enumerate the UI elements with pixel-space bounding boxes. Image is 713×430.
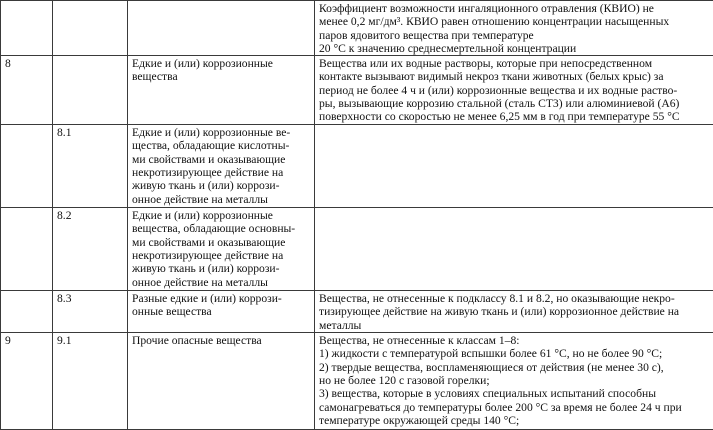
class-cell	[1, 208, 53, 291]
class-cell	[1, 291, 53, 333]
name-line: щества, обладающие кислотны-	[132, 139, 310, 152]
table-row	[1, 1, 713, 56]
description-line: контакте вызывают видимый некроз ткани животных (белых крыс) за	[319, 70, 709, 83]
name-line: некротизирующее действие на	[132, 166, 310, 179]
subclass-cell: 8.2	[53, 208, 128, 291]
name-line: некротизирующее действие на	[132, 249, 310, 262]
description-line: Вещества, не отнесенные к подклассу 8.1 и 8.2, но оказывающие некро-	[319, 292, 709, 305]
name-line: Разные едкие и (или) коррози-	[132, 292, 310, 305]
subclass-cell	[53, 1, 128, 56]
table-row	[1, 291, 713, 333]
class-cell	[1, 125, 53, 208]
description-line: ры, вызывающие коррозию стальной (сталь СТ3) или алюминиевой (А6)	[319, 97, 709, 110]
name-line: онные вещества	[132, 305, 310, 318]
name-line: Едкие и (или) коррозионные	[132, 209, 310, 222]
name-line: вещества	[132, 70, 310, 83]
description-cell	[315, 1, 713, 56]
name-cell	[128, 208, 315, 291]
description-line: менее 0,2 мг/дм³. КВИО равен отношению концентрации насыщенных	[319, 15, 709, 28]
subclass-cell: 8.3	[53, 291, 128, 333]
description-line: температуре окружающей среды 140 °С;	[319, 414, 709, 427]
name-cell	[128, 125, 315, 208]
description-line: 2) твердые вещества, воспламеняющиеся от действия (не менее 30 с),	[319, 361, 709, 374]
name-line: Едкие и (или) коррозионные ве-	[132, 126, 310, 139]
description-line: но не более 120 с газовой горелки;	[319, 374, 709, 387]
name-line: Прочие опасные вещества	[132, 334, 310, 347]
name-cell	[128, 1, 315, 56]
table-row	[1, 333, 713, 430]
description-cell	[315, 291, 713, 333]
description-cell	[315, 125, 713, 208]
name-cell	[128, 333, 315, 430]
table-row	[1, 56, 713, 125]
description-line: 1) жидкости с температурой вспышки более 61 °С, но не более 90 °С;	[319, 347, 709, 360]
description-line: тизирующее действие на живую ткань и (или) коррозионное действие на	[319, 305, 709, 318]
description-cell	[315, 56, 713, 125]
description-cell	[315, 333, 713, 430]
name-line: живую ткань и (или) коррози-	[132, 179, 310, 192]
name-cell	[128, 291, 315, 333]
name-line: онное действие на металлы	[132, 276, 310, 289]
table-row	[1, 125, 713, 208]
description-line: паров ядовитого вещества при температуре	[319, 29, 709, 42]
description-line: металлы	[319, 319, 709, 332]
description-line: 3) вещества, которые в условиях специальных испытаний способны	[319, 387, 709, 400]
name-line: ми свойствами и оказывающие	[132, 236, 310, 249]
description-line: Вещества, не отнесенные к классам 1–8:	[319, 334, 709, 347]
description-line: Коэффициент возможности ингаляционного отравления (КВИО) не	[319, 2, 709, 15]
description-line: самонагреваться до температуры более 200 °С за время не более 24 ч при	[319, 401, 709, 414]
class-cell	[1, 1, 53, 56]
class-cell: 9	[1, 333, 53, 430]
name-line: Едкие и (или) коррозионные	[132, 57, 310, 70]
class-cell: 8	[1, 56, 53, 125]
description-line: период не более 4 ч и (или) коррозионные вещества и их водные раство-	[319, 84, 709, 97]
name-line: онное действие на металлы	[132, 193, 310, 206]
name-line: ми свойствами и оказывающие	[132, 153, 310, 166]
description-line: поверхности со скоростью не менее 6,25 мм в год при температуре 55 °С	[319, 110, 709, 123]
name-cell	[128, 56, 315, 125]
subclass-cell: 9.1	[53, 333, 128, 430]
description-line: 20 °С к значению среднесмертельной концентрации	[319, 42, 709, 55]
description-line: Вещества или их водные растворы, которые при непосредственном	[319, 57, 709, 70]
subclass-cell: 8.1	[53, 125, 128, 208]
name-line: вещества, обладающие основны-	[132, 222, 310, 235]
name-line: живую ткань и (или) коррози-	[132, 262, 310, 275]
description-cell	[315, 208, 713, 291]
subclass-cell	[53, 56, 128, 125]
table-row	[1, 208, 713, 291]
